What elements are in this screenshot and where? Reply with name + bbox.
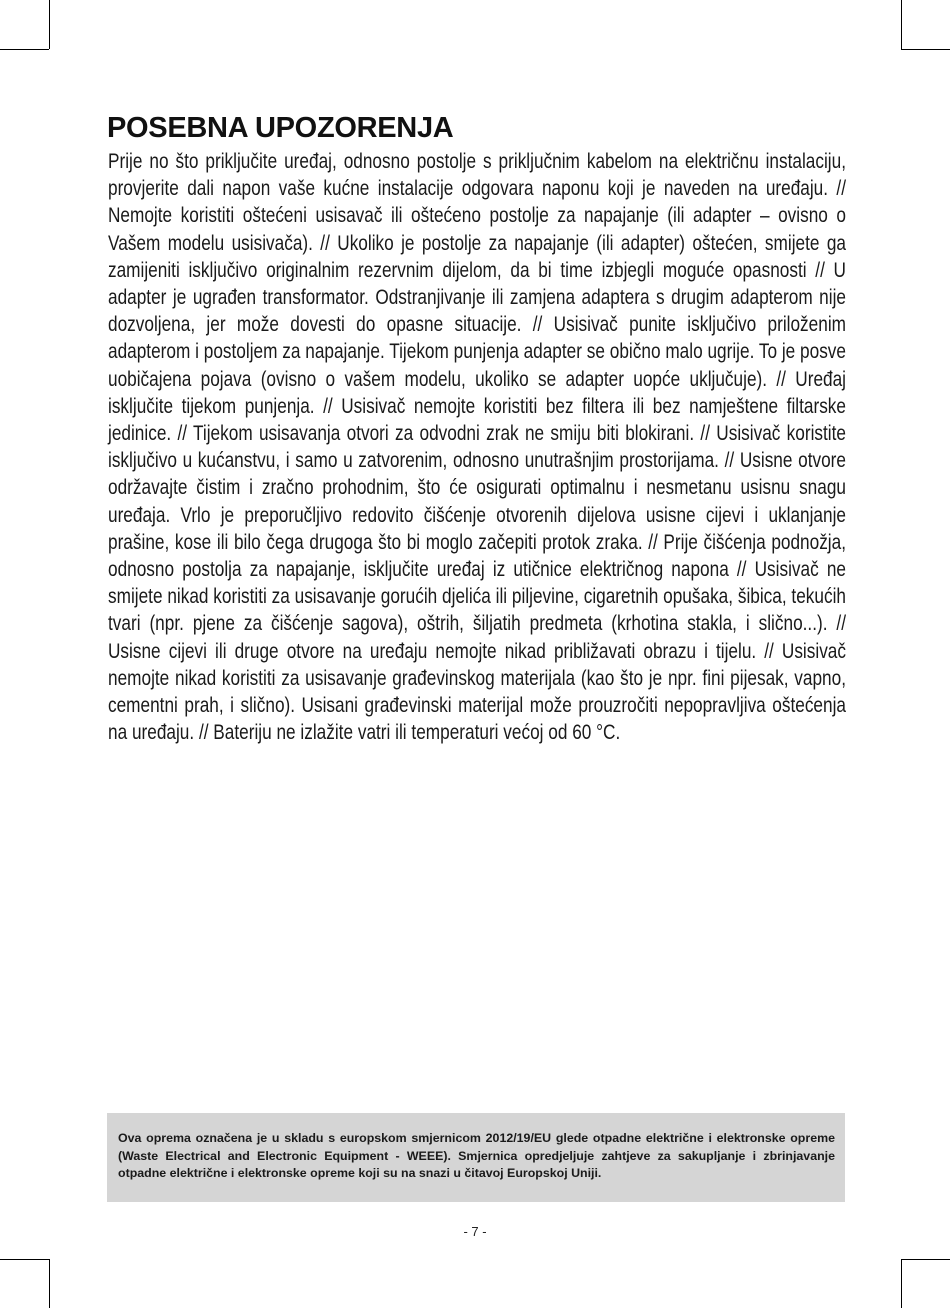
crop-mark-top-right-vertical — [901, 0, 902, 49]
crop-mark-top-left-horizontal — [0, 49, 49, 50]
warnings-body-text: Prije no što priključite uređaj, odnosno postolje s priključnim kabelom na električnu instalaciju, provjerite dali napon vaše kućne instalacije odgovara naponu koji je naveden na uređaju. // Nemojte koristiti oštećeni usisavač ili oštećeno postolje za napajanje (ili adapter – ovisno o Vašem modelu usisivača). // Ukoliko je postolje za napajanje (ili adapter) oštećen, smijete ga zamijeniti isključivo originalnim rezervnim dijelom, da bi time izbjegli moguće opasnosti // U adapter je ugrađen transformator. Odstranjivanje ili zamjena adaptera s drugim adapterom nije dozvoljena, jer može dovesti do opasne situacije. // Usisivač punite isključivo priloženim adapterom i postoljem za napajanje. Tijekom punjenja adapter se obično malo ugrije. To je posve uobičajena pojava (ovisno o vašem modelu, ukoliko se adapter uopće uključuje). // Uređaj isključite tijekom punjenja. // Usisivač nemojte koristiti bez filtera ili bez namještene filtarske jedinice. // Tijekom usisavanja otvori za odvodni zrak ne smiju biti blokirani. // Usisivač koristite isključivo u kućanstvu, i samo u zatvorenim, odnosno unutrašnjim prostorijama. // Usisne otvore održavajte čistim i zračno prohodnim, što će osigurati optimalnu i nesmetanu usisnu snagu uređaja. Vrlo je preporučljivo redovito čišćenje otvorenih dijelova usisne cijevi i uklanjanje prašine, kose ili bilo čega drugoga što bi moglo začepiti protok zraka. // Prije čišćenja podnožja, odnosno postolja za napajanje, isključite uređaj iz utičnice električnog napona // Usisivač ne smijete nikad koristiti za usisavanje gorućih djelića ili piljevine, cigaretnih opušaka, šibica, tekućih tvari (npr. pjene za čišćenje sagova), oštrih, šiljatih predmeta (krhotina stakla, i slično...). // Usisne cijevi ili druge otvore na uređaju nemojte nikad približavati obrazu i tijelu. // Usisivač nemojte nikad koristiti za usisavanje građevinskog materijala (kao što je npr. fini pijesak, vapno, cementni prah, i slično). Usisani građevinski materijal može prouzročiti nepopravljiva oštećenja na uređaju. // Bateriju ne izlažite vatri ili temperaturi većoj od 60 °C. — [108, 150, 846, 745]
crop-mark-bottom-left-horizontal — [0, 1259, 49, 1260]
weee-notice-box — [107, 1113, 845, 1202]
weee-notice-text: Ova oprema označena je u skladu s europskom smjernicom 2012/19/EU glede otpadne električne i elektronske opreme (Waste Electrical and Electronic Equipment - WEEE). Smjernica opredjeljuje zahtjeve za sakupljanje i zbrinjavanje otpadne električne i elektronske opreme koji su na snazi u čitavoj Europskoj Uniji. — [118, 1131, 835, 1180]
page-number: - 7 - — [463, 1224, 487, 1239]
crop-mark-bottom-left-vertical — [49, 1259, 50, 1308]
crop-mark-top-right-horizontal — [901, 49, 950, 50]
page-title: POSEBNA UPOZORENJA — [107, 112, 454, 144]
crop-mark-bottom-right-vertical — [901, 1259, 902, 1308]
crop-mark-bottom-right-horizontal — [901, 1259, 950, 1260]
crop-mark-top-left-vertical — [49, 0, 50, 49]
